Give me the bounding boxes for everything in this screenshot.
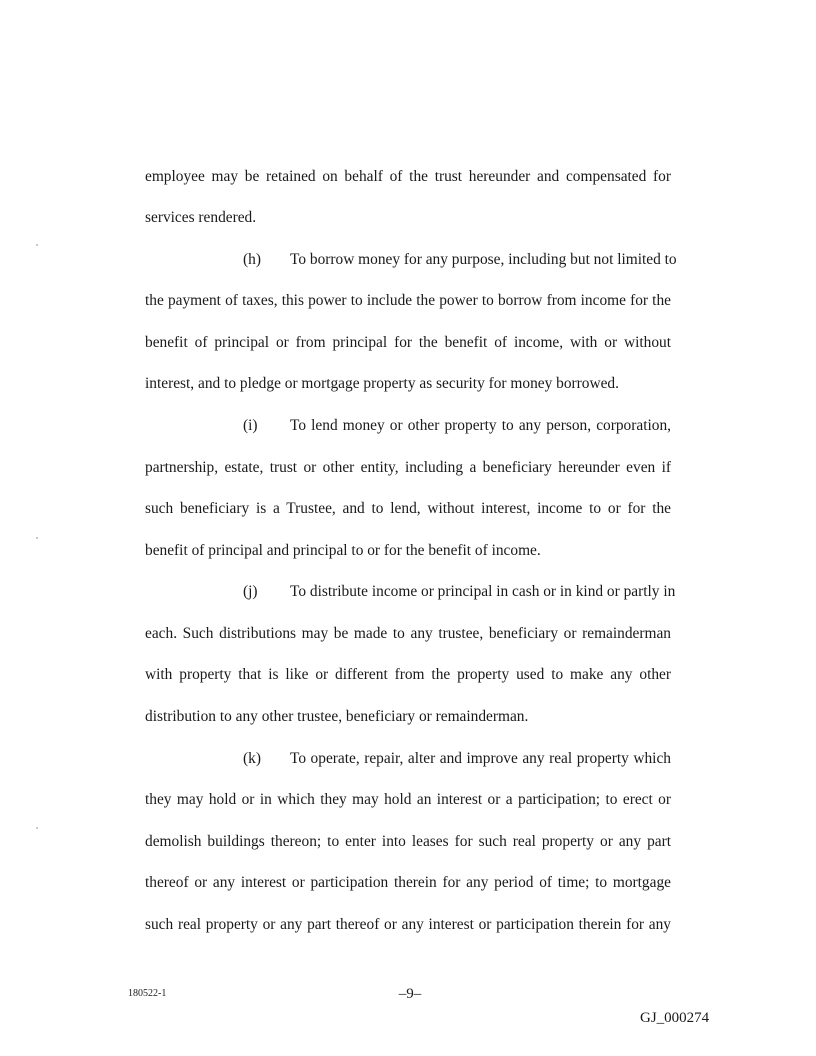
paragraph-lead-text: To operate, repair, alter and improve any real property which bbox=[290, 750, 671, 767]
body-line: demolish buildings thereon; to enter into leases for such real property or any part bbox=[145, 833, 671, 850]
scan-speck bbox=[36, 537, 38, 539]
scan-speck bbox=[36, 244, 38, 246]
body-line: the payment of taxes, this power to include the power to borrow from income for the bbox=[145, 292, 671, 309]
bates-number: GJ_000274 bbox=[640, 1010, 710, 1026]
paragraph-lead-text: To lend money or other property to any person, corporation, bbox=[290, 417, 671, 434]
body-line: employee may be retained on behalf of the trust hereunder and compensated for bbox=[145, 168, 671, 185]
body-line: interest, and to pledge or mortgage property as security for money borrowed. bbox=[145, 375, 619, 392]
body-line: each. Such distributions may be made to any trustee, beneficiary or remainderman bbox=[145, 625, 671, 642]
paragraph-lead-text: To borrow money for any purpose, including but not limited to bbox=[290, 251, 677, 268]
body-line: benefit of principal or from principal for the benefit of income, with or without bbox=[145, 334, 671, 351]
body-line: they may hold or in which they may hold an interest or a participation; to erect or bbox=[145, 791, 671, 808]
paragraph-lead-text: To distribute income or principal in cash or in kind or partly in bbox=[290, 583, 676, 600]
paragraph-label: (j) bbox=[243, 583, 258, 600]
page-number: –9– bbox=[398, 986, 422, 1002]
scan-speck bbox=[36, 827, 38, 829]
body-line: thereof or any interest or participation therein for any period of time; to mortgage bbox=[145, 874, 671, 891]
body-line: benefit of principal and principal to or for the benefit of income. bbox=[145, 542, 541, 559]
paragraph-label: (k) bbox=[243, 750, 261, 767]
body-line: such beneficiary is a Trustee, and to lend, without interest, income to or for the bbox=[145, 500, 671, 517]
body-line: distribution to any other trustee, beneficiary or remainderman. bbox=[145, 708, 529, 725]
body-line: partnership, estate, trust or other entity, including a beneficiary hereunder even if bbox=[145, 459, 671, 476]
document-id: 180522-1 bbox=[128, 988, 167, 999]
body-line: services rendered. bbox=[145, 209, 257, 226]
body-line: such real property or any part thereof or any interest or participation therein for any bbox=[145, 916, 671, 933]
paragraph-label: (h) bbox=[243, 251, 261, 268]
paragraph-label: (i) bbox=[243, 417, 258, 434]
body-line: with property that is like or different from the property used to make any other bbox=[145, 666, 671, 683]
